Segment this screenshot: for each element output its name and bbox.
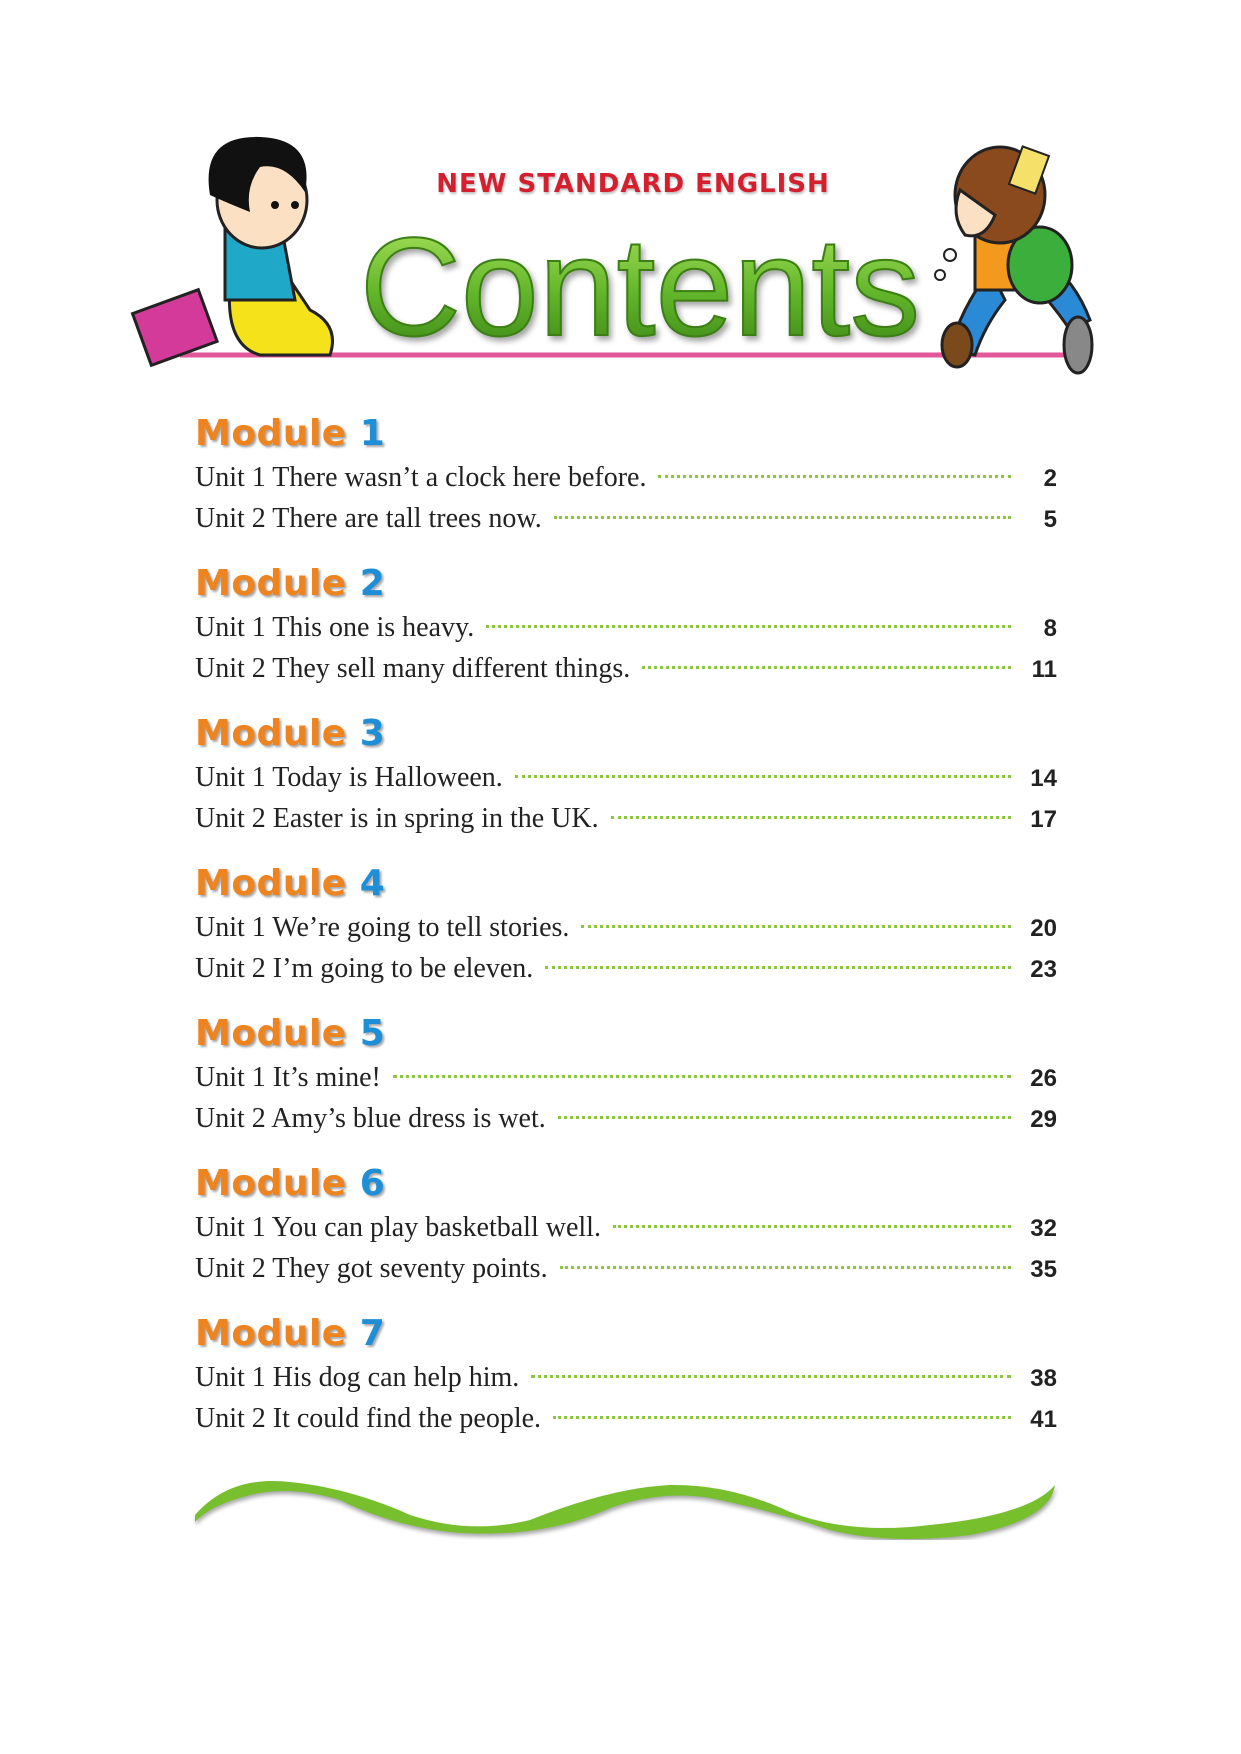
toc-entry[interactable] [195,607,1057,648]
module-number: 5 [359,1013,386,1054]
module-section [195,1161,1057,1289]
module-heading [195,411,1057,457]
page-number: 14 [1030,765,1057,792]
toc-entry[interactable] [195,798,1057,839]
page-number: 11 [1031,656,1057,683]
module-heading [195,1161,1057,1207]
header-banner [0,0,1241,400]
module-label: Module [195,413,347,454]
dot-leader [531,1375,1011,1378]
page-number: 32 [1030,1215,1057,1242]
toc-entry[interactable] [195,1248,1057,1289]
page-number: 5 [1043,506,1057,533]
page-number: 38 [1030,1365,1057,1392]
module-number: 2 [359,563,386,604]
toc-entry[interactable] [195,948,1057,989]
module-section [195,861,1057,989]
unit-title: Unit 1 Today is Halloween. [195,762,503,793]
dot-leader [554,516,1011,519]
dot-leader [613,1225,1011,1228]
dot-leader [642,666,1011,669]
dot-leader [581,925,1011,928]
module-number: 7 [359,1313,386,1354]
unit-title: Unit 1 This one is heavy. [195,612,475,643]
module-heading [195,561,1057,607]
toc-entry[interactable] [195,1207,1057,1248]
dot-leader [553,1416,1011,1419]
dot-leader [545,966,1011,969]
unit-title: Unit 2 I’m going to be eleven. [195,953,534,984]
module-label: Module [195,1163,347,1204]
toc-entry[interactable] [195,648,1057,689]
module-heading [195,1011,1057,1057]
module-label: Module [195,1313,347,1354]
unit-title: Unit 1 You can play basketball well. [195,1212,601,1243]
module-number: 6 [359,1163,386,1204]
toc-entry[interactable] [195,1057,1057,1098]
toc-entry[interactable] [195,1098,1057,1139]
module-section [195,711,1057,839]
dot-leader [393,1075,1011,1078]
module-section [195,1311,1057,1439]
toc-entry[interactable] [195,1357,1057,1398]
unit-title: Unit 2 Amy’s blue dress is wet. [195,1103,546,1134]
series-title: NEW STANDARD ENGLISH [436,169,830,199]
toc-entry[interactable] [195,457,1057,498]
dot-leader [486,625,1011,628]
page-number: 2 [1043,465,1057,492]
page-number: 41 [1030,1406,1057,1433]
dot-leader [558,1116,1011,1119]
module-section [195,561,1057,689]
module-label: Module [195,563,347,604]
dot-leader [611,816,1011,819]
unit-title: Unit 2 They got seventy points. [195,1253,548,1284]
unit-title: Unit 1 His dog can help him. [195,1362,520,1393]
module-number: 3 [359,713,386,754]
unit-title: Unit 1 There wasn’t a clock here before. [195,462,647,493]
page-number: 17 [1030,806,1057,833]
module-section [195,1011,1057,1139]
module-label: Module [195,863,347,904]
unit-title: Unit 2 There are tall trees now. [195,503,542,534]
decorative-wave [190,1470,1070,1540]
page-number: 35 [1030,1256,1057,1283]
unit-title: Unit 2 It could find the people. [195,1403,542,1434]
page-number: 20 [1030,915,1057,942]
toc-entry[interactable] [195,907,1057,948]
unit-title: Unit 2 Easter is in spring in the UK. [195,803,599,834]
toc-entry[interactable] [195,498,1057,539]
unit-title: Unit 1 It’s mine! [195,1062,381,1093]
module-section [195,411,1057,539]
dot-leader [658,475,1011,478]
toc-entry[interactable] [195,1398,1057,1439]
dot-leader [560,1266,1011,1269]
module-label: Module [195,713,347,754]
page-number: 8 [1043,615,1057,642]
page-number: 23 [1030,956,1057,983]
dot-leader [515,775,1011,778]
module-number: 4 [359,863,386,904]
page-number: 29 [1030,1106,1057,1133]
module-heading [195,711,1057,757]
module-heading [195,861,1057,907]
module-number: 1 [359,413,386,454]
unit-title: Unit 2 They sell many different things. [195,653,631,684]
module-label: Module [195,1013,347,1054]
toc-entry[interactable] [195,757,1057,798]
page-number: 26 [1030,1065,1057,1092]
unit-title: Unit 1 We’re going to tell stories. [195,912,570,943]
contents-title: Contents [300,222,980,352]
module-heading [195,1311,1057,1357]
